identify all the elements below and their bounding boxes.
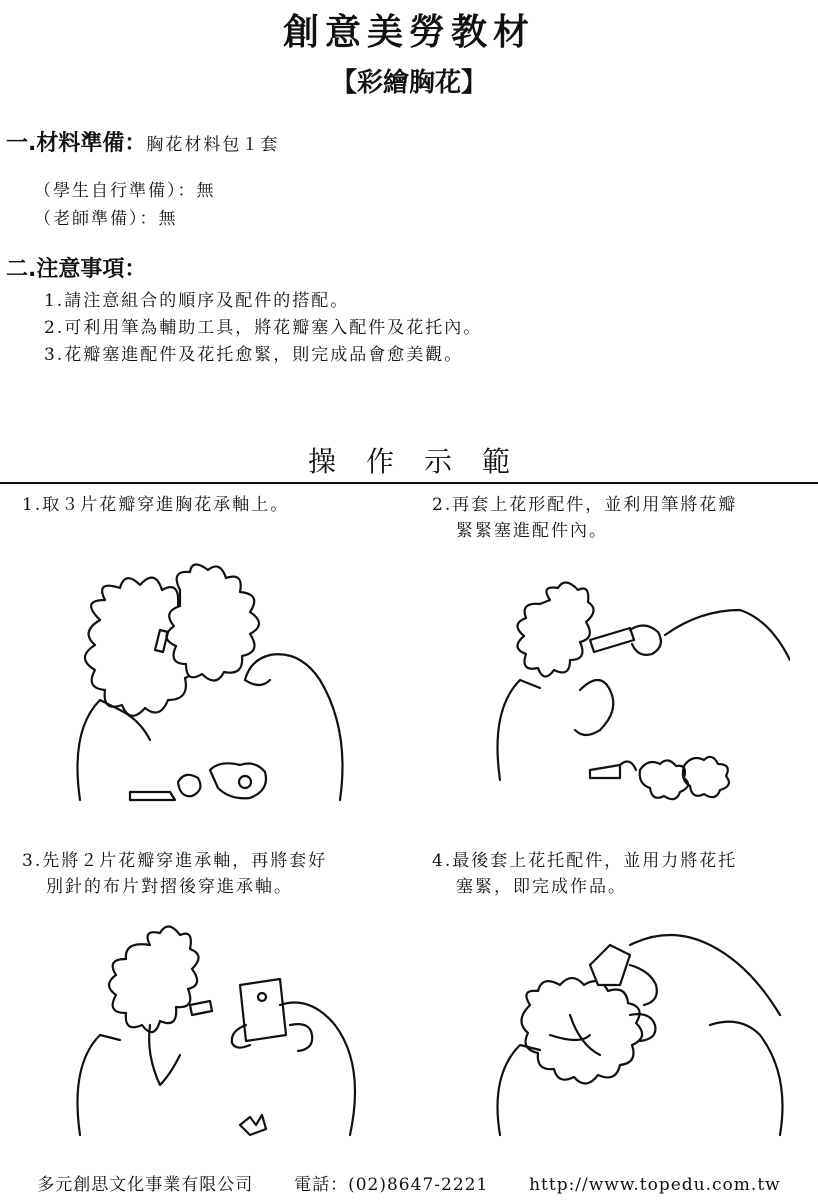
- footer: [0, 1170, 818, 1195]
- step-1-caption: [22, 492, 289, 518]
- notes-item-3: 3.花瓣塞進配件及花托愈緊，則完成品會愈美觀。: [44, 345, 464, 365]
- step-3-line1: 3.先將２片花瓣穿進承軸，再將套好: [22, 851, 328, 871]
- materials-section: [6, 126, 279, 157]
- step-4-line2: 塞緊，即完成作品。: [456, 877, 627, 897]
- step-2-line1: 2.再套上花形配件，並利用筆將花瓣: [432, 495, 738, 515]
- step-1-illustration: [40, 560, 380, 820]
- materials-main: 胸花材料包１套: [146, 135, 280, 155]
- step-2-caption: [432, 492, 737, 544]
- notes-item-2: 2.可利用筆為輔助工具，將花瓣塞入配件及花托內。: [44, 318, 483, 338]
- notes-heading: 二.注意事項：: [6, 257, 147, 282]
- step-4-caption: [432, 848, 737, 900]
- footer-url[interactable]: http://www.topedu.com.tw: [529, 1175, 781, 1195]
- step-1-line1: 1.取３片花瓣穿進胸花承軸上。: [22, 495, 290, 515]
- step-2-line2: 緊緊塞進配件內。: [456, 521, 608, 541]
- materials-student: （學生自行準備）：無: [34, 181, 216, 201]
- notes-item-1: 1.請注意組合的順序及配件的搭配。: [44, 291, 350, 311]
- page-title: 創意美勞教材: [282, 11, 535, 53]
- step-2-illustration: [470, 580, 790, 810]
- step-3-caption: [22, 848, 327, 900]
- footer-company: 多元創思文化事業有限公司: [37, 1175, 254, 1195]
- step-3-illustration: [50, 925, 380, 1155]
- footer-phone: 電話：(02)8647-2221: [294, 1175, 489, 1195]
- step-4-line1: 4.最後套上花托配件，並用力將花托: [432, 851, 738, 871]
- section-divider: [0, 482, 818, 484]
- step-4-illustration: [480, 925, 800, 1155]
- page-subtitle: 【彩繪胸花】: [330, 68, 487, 98]
- step-3-line2: 別針的布片對摺後穿進承軸。: [46, 877, 293, 897]
- demo-heading: 操作示範: [307, 445, 540, 478]
- materials-teacher: （老師準備）：無: [34, 209, 178, 229]
- materials-heading: 一.材料準備：: [6, 131, 147, 156]
